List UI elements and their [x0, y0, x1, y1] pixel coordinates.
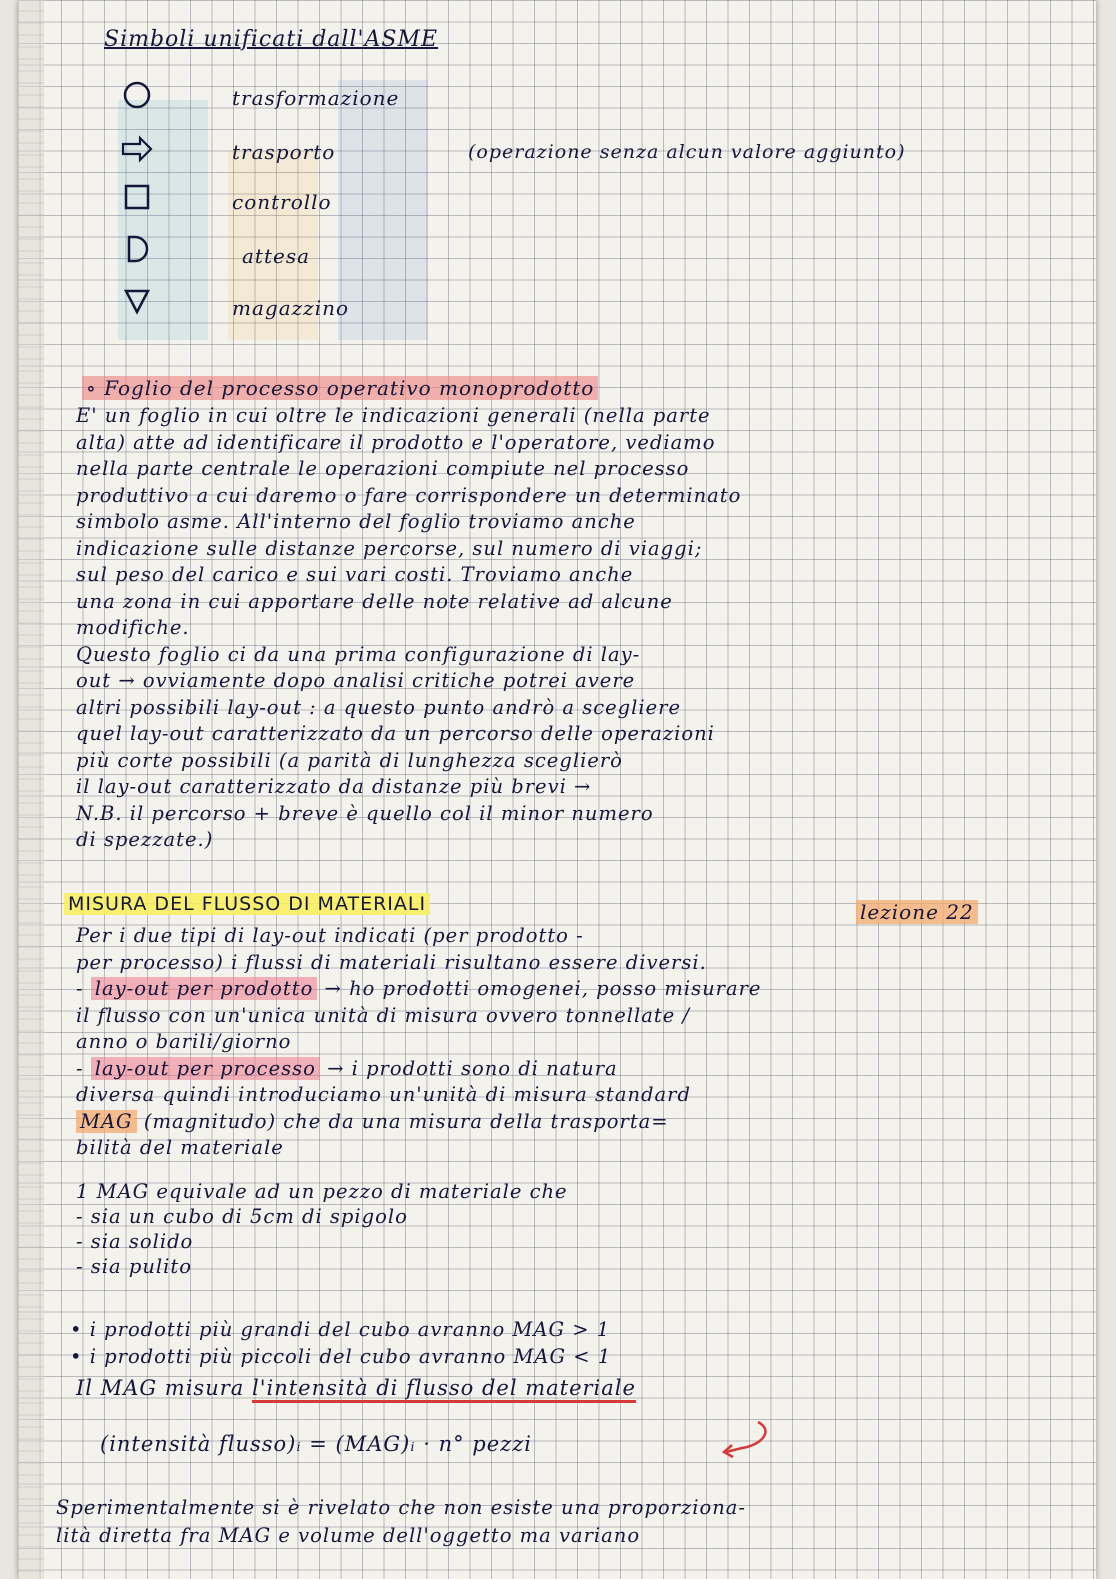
text-line: produttivo a cui daremo o fare corrispondere un determinato: [76, 483, 742, 507]
section1-heading: ∘ Foglio del processo operativo monoprodotto: [82, 376, 598, 400]
lesson-tag: lezione 22: [856, 900, 978, 924]
text-line: • i prodotti più grandi del cubo avranno MAG > 1: [70, 1318, 611, 1341]
text-line: nella parte centrale le operazioni compiute nel processo: [76, 457, 690, 480]
mag-measure-prefix: Il MAG misura: [76, 1376, 245, 1400]
text-line: diversa quindi introduciamo un'unità di misura standard: [76, 1083, 691, 1106]
text-line: 1 MAG equivale ad un pezzo di materiale che: [76, 1180, 568, 1203]
text-line: quel lay-out caratterizzato da un percorso delle operazioni: [76, 722, 715, 745]
text-line: Sperimentalmente si è rivelato che non esiste una proporziona-: [56, 1496, 747, 1519]
symbol-label-control: controllo: [232, 190, 332, 214]
symbol-label-warehouse: magazzino: [232, 296, 350, 320]
symbol-label-transformation: trasformazione: [232, 86, 400, 110]
spiral-binding: [18, 0, 44, 1579]
text-line: sul peso del carico e sui vari costi. Troviamo anche: [76, 563, 634, 586]
highlight: MAG: [76, 1110, 137, 1133]
highlight: lay-out per processo: [91, 1057, 320, 1080]
text-line: Questo foglio ci da una prima configurazione di lay-: [76, 642, 641, 666]
text-line: MAG (magnitudo) che da una misura della trasporta=: [76, 1110, 669, 1134]
text-line: altri possibili lay-out : a questo punto andrò a scegliere: [76, 695, 682, 719]
symbol-note-transport: (operazione senza alcun valore aggiunto): [468, 141, 906, 163]
text-line: alta) atte ad identificare il prodotto e l'operatore, vediamo: [76, 430, 716, 454]
text-line: lità diretta fra MAG e volume dell'oggetto ma variano: [56, 1524, 641, 1547]
text-line: simbolo asme. All'interno del foglio troviamo anche: [76, 510, 636, 533]
text-line: più corte possibili (a parità di lunghezza sceglierò: [76, 748, 623, 772]
text-line: out → ovviamente dopo analisi critiche potrei avere: [76, 669, 636, 692]
symbol-label-wait: attesa: [242, 244, 311, 268]
text-line: il flusso con un'unica unità di misura ovvero tonnellate /: [76, 1003, 691, 1027]
text-line: E' un foglio in cui oltre le indicazioni generali (nella parte: [76, 404, 711, 427]
text-line: di spezzate.): [76, 828, 214, 851]
text-line: anno o barili/giorno: [76, 1030, 292, 1053]
curved-arrow-icon: [718, 1418, 778, 1468]
arrow-icon: [120, 132, 154, 166]
text-line: modifiche.: [76, 616, 190, 639]
circle-icon: [120, 78, 154, 112]
text-line: N.B. il percorso + breve è quello col il minor numero: [76, 801, 654, 825]
square-icon: [120, 180, 154, 214]
triangle-icon: [120, 284, 154, 318]
d-shape-icon: [120, 232, 154, 266]
page-title: Simboli unificati dall'ASME: [104, 27, 439, 52]
text-line: per processo) i flussi di materiali risultano essere diversi.: [76, 950, 707, 974]
text-line: • i prodotti più piccoli del cubo avranno MAG < 1: [70, 1345, 612, 1368]
mag-measure-line: [76, 1376, 636, 1400]
text-line: - sia un cubo di 5cm di spigolo: [76, 1205, 408, 1228]
text-line: - sia solido: [76, 1230, 194, 1253]
highlight: lay-out per prodotto: [91, 977, 318, 1000]
text-line: - lay-out per prodotto → ho prodotti omogenei, posso misurare: [76, 977, 762, 1000]
section2-heading: MISURA DEL FLUSSO DI MATERIALI: [64, 893, 430, 915]
text-line: indicazione sulle distanze percorse, sul numero di viaggi;: [76, 536, 703, 560]
text-line: - sia pulito: [76, 1255, 192, 1278]
flow-formula: (intensità flusso)ᵢ = (MAG)ᵢ · n° pezzi: [100, 1432, 533, 1456]
mag-measure-underlined: l'intensità di flusso del materiale: [252, 1376, 636, 1403]
text-line: una zona in cui apportare delle note relative ad alcune: [76, 589, 673, 613]
notebook-page: [18, 0, 1096, 1579]
text-line: Per i due tipi di lay-out indicati (per prodotto -: [76, 924, 584, 947]
text-line: bilità del materiale: [76, 1136, 284, 1159]
symbol-label-transport: trasporto: [232, 140, 336, 164]
text-line: - lay-out per processo → i prodotti sono di natura: [76, 1056, 618, 1080]
text-line: il lay-out caratterizzato da distanze più brevi →: [76, 775, 592, 798]
